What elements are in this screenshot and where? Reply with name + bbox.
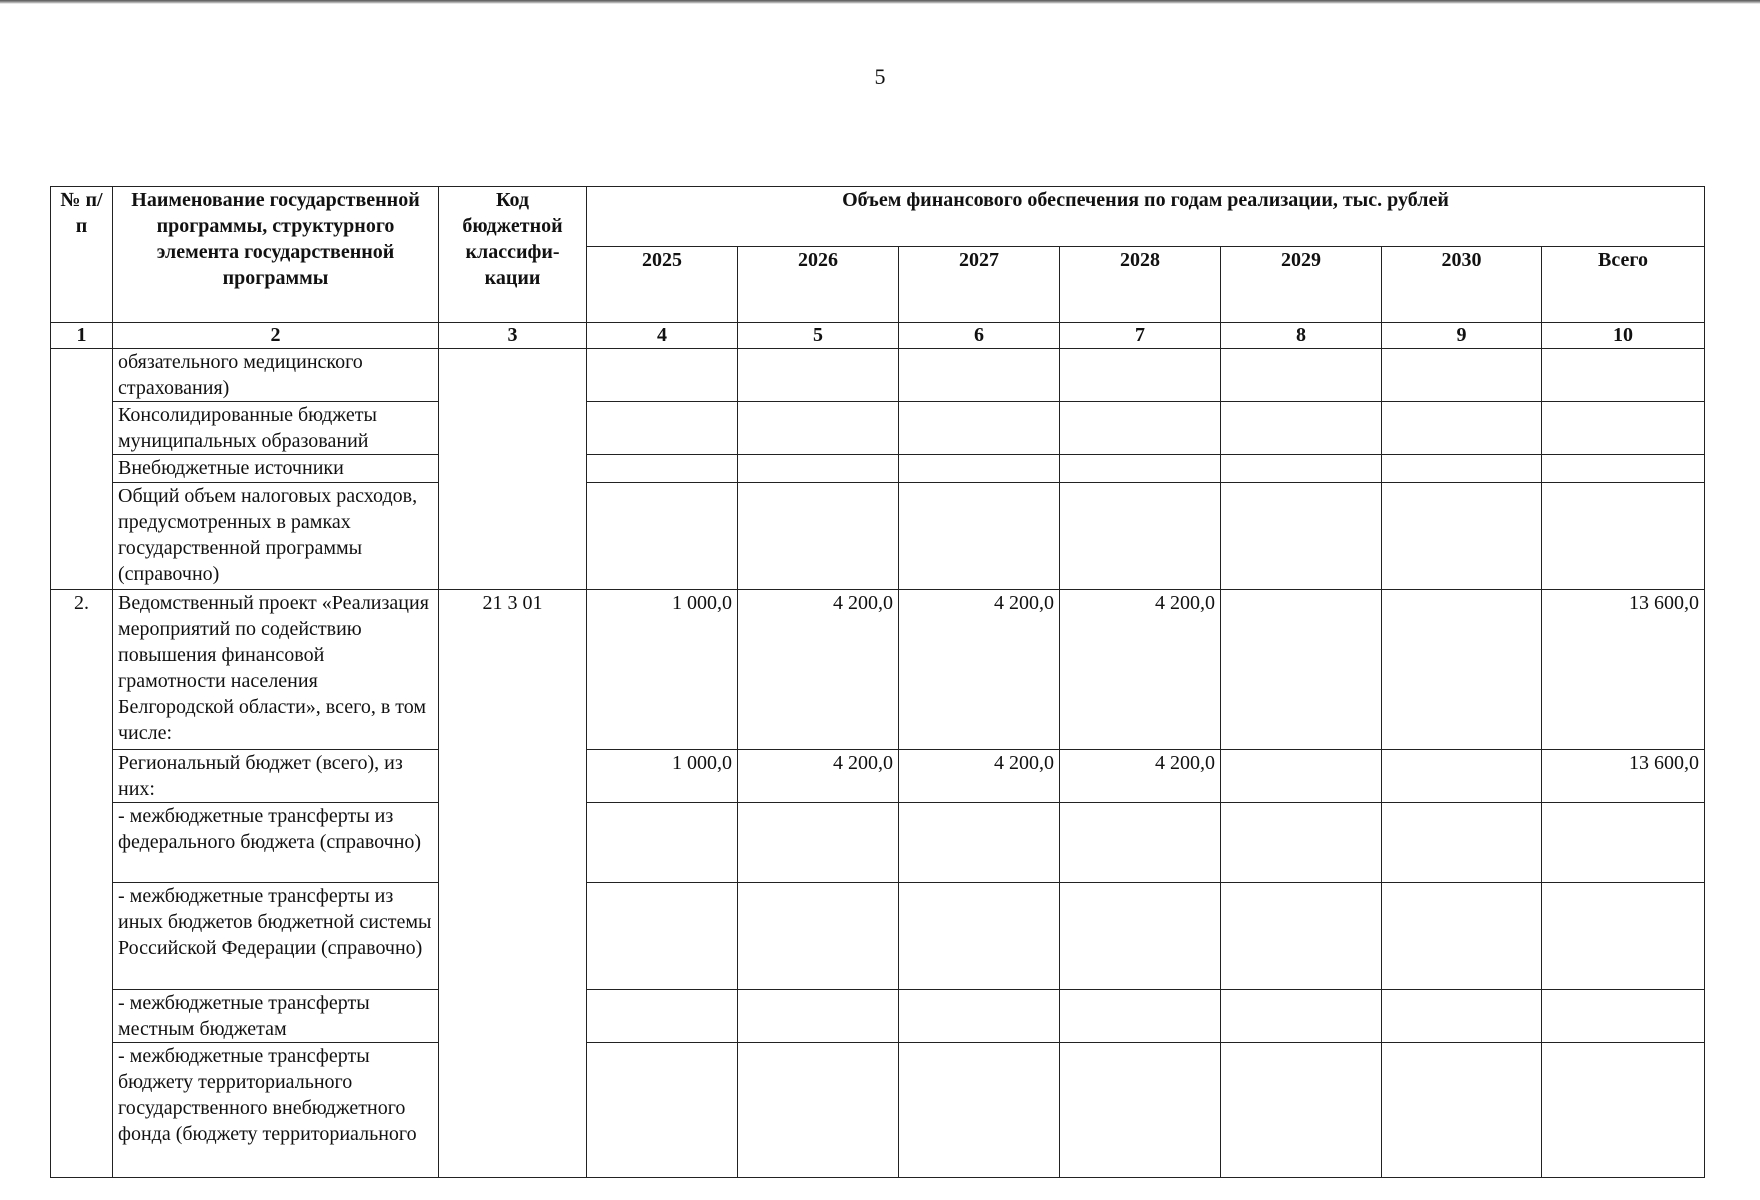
table-row — [51, 590, 1705, 750]
value-cell: 4 200,0 — [738, 590, 899, 750]
value-cell — [1221, 483, 1382, 590]
value-cell — [899, 483, 1060, 590]
table-row — [51, 349, 1705, 402]
value-cell: 4 200,0 — [899, 590, 1060, 750]
value-cell — [587, 990, 738, 1043]
value-cell: 4 200,0 — [1060, 750, 1221, 803]
financing-table — [50, 186, 1705, 1178]
row-name: - межбюджетные трансферты бюджету территориального государственного внебюджетного фонда (бюджету территориального — [113, 1043, 439, 1178]
row-name: - межбюджетные трансферты местным бюджетам — [113, 990, 439, 1043]
column-index: 10 — [1542, 323, 1705, 349]
value-cell — [738, 455, 899, 483]
value-cell — [1221, 883, 1382, 990]
value-cell — [1221, 455, 1382, 483]
value-cell — [899, 349, 1060, 402]
value-cell — [738, 483, 899, 590]
value-cell: 1 000,0 — [587, 750, 738, 803]
value-cell — [899, 803, 1060, 883]
table-row — [51, 455, 1705, 483]
row-name: - межбюджетные трансферты из федерального бюджета (справочно) — [113, 803, 439, 883]
scan-edge — [0, 0, 1760, 4]
value-cell — [1382, 483, 1542, 590]
value-cell — [1382, 1043, 1542, 1178]
value-cell — [587, 483, 738, 590]
value-cell — [899, 455, 1060, 483]
value-cell — [1382, 402, 1542, 455]
row-name: Региональный бюджет (всего), из них: — [113, 750, 439, 803]
header-year: 2025 — [587, 247, 738, 323]
value-cell — [1542, 990, 1705, 1043]
column-index: 9 — [1382, 323, 1542, 349]
value-cell — [899, 402, 1060, 455]
value-cell: 13 600,0 — [1542, 750, 1705, 803]
value-cell — [1542, 483, 1705, 590]
column-index: 7 — [1060, 323, 1221, 349]
value-cell — [587, 455, 738, 483]
column-index: 2 — [113, 323, 439, 349]
value-cell — [587, 1043, 738, 1178]
value-cell — [738, 349, 899, 402]
column-index: 4 — [587, 323, 738, 349]
value-cell — [1542, 883, 1705, 990]
value-cell — [1060, 803, 1221, 883]
value-cell — [1542, 349, 1705, 402]
value-cell: 4 200,0 — [738, 750, 899, 803]
header-year: 2026 — [738, 247, 899, 323]
value-cell — [1060, 455, 1221, 483]
value-cell — [1060, 349, 1221, 402]
value-cell — [1221, 750, 1382, 803]
value-cell — [1542, 1043, 1705, 1178]
column-index: 8 — [1221, 323, 1382, 349]
table-row — [51, 883, 1705, 990]
value-cell: 4 200,0 — [1060, 590, 1221, 750]
value-cell — [1060, 402, 1221, 455]
table-row — [51, 990, 1705, 1043]
row-name: - межбюджетные трансферты из иных бюджетов бюджетной системы Российской Федерации (справочно) — [113, 883, 439, 990]
value-cell — [738, 883, 899, 990]
header-name: Наименование государственной программы, структурного элемента государственной программы — [113, 187, 439, 323]
column-index: 1 — [51, 323, 113, 349]
value-cell — [1221, 990, 1382, 1043]
value-cell — [1382, 590, 1542, 750]
value-cell — [738, 402, 899, 455]
value-cell — [738, 803, 899, 883]
value-cell: 13 600,0 — [1542, 590, 1705, 750]
value-cell — [899, 990, 1060, 1043]
value-cell — [1060, 1043, 1221, 1178]
value-cell — [1382, 990, 1542, 1043]
value-cell — [1221, 590, 1382, 750]
value-cell — [1060, 990, 1221, 1043]
value-cell — [1221, 402, 1382, 455]
header-code: Код бюджетной классифи-кации — [439, 187, 587, 323]
value-cell — [899, 1043, 1060, 1178]
table-row — [51, 803, 1705, 883]
value-cell — [587, 349, 738, 402]
row-name: Консолидированные бюджеты муниципальных образований — [113, 402, 439, 455]
value-cell — [1382, 349, 1542, 402]
value-cell — [1221, 1043, 1382, 1178]
value-cell — [1221, 803, 1382, 883]
value-cell — [587, 883, 738, 990]
value-cell — [587, 402, 738, 455]
row-code — [439, 349, 587, 590]
value-cell — [1382, 803, 1542, 883]
row-name: Общий объем налоговых расходов, предусмотренных в рамках государственной программы (справочно) — [113, 483, 439, 590]
row-name: Ведомственный проект «Реализация мероприятий по содействию повышения финансовой грамотности населения Белгородской области», всего, в том числе: — [113, 590, 439, 750]
header-year: 2028 — [1060, 247, 1221, 323]
header-year: 2029 — [1221, 247, 1382, 323]
header-total: Всего — [1542, 247, 1705, 323]
header-year: 2030 — [1382, 247, 1542, 323]
value-cell — [899, 883, 1060, 990]
column-index: 5 — [738, 323, 899, 349]
value-cell — [1221, 349, 1382, 402]
value-cell — [738, 990, 899, 1043]
table-row — [51, 750, 1705, 803]
header-no: № п/п — [51, 187, 113, 323]
page-number: 5 — [874, 64, 886, 89]
row-code: 21 3 01 — [439, 590, 587, 1178]
value-cell: 4 200,0 — [899, 750, 1060, 803]
header-volume: Объем финансового обеспечения по годам реализации, тыс. рублей — [587, 187, 1705, 247]
row-number-cell: 2. — [51, 590, 113, 1178]
row-name: обязательного медицинского страхования) — [113, 349, 439, 402]
row-number-cell — [51, 349, 113, 590]
value-cell — [587, 803, 738, 883]
value-cell — [1060, 883, 1221, 990]
value-cell — [1542, 455, 1705, 483]
value-cell — [1542, 402, 1705, 455]
table-row — [51, 483, 1705, 590]
column-index: 6 — [899, 323, 1060, 349]
column-index: 3 — [439, 323, 587, 349]
value-cell — [1382, 883, 1542, 990]
row-name: Внебюджетные источники — [113, 455, 439, 483]
table-row — [51, 1043, 1705, 1178]
value-cell — [1382, 750, 1542, 803]
table-row — [51, 402, 1705, 455]
value-cell — [1542, 803, 1705, 883]
value-cell — [738, 1043, 899, 1178]
value-cell: 1 000,0 — [587, 590, 738, 750]
header-year: 2027 — [899, 247, 1060, 323]
value-cell — [1060, 483, 1221, 590]
value-cell — [1382, 455, 1542, 483]
